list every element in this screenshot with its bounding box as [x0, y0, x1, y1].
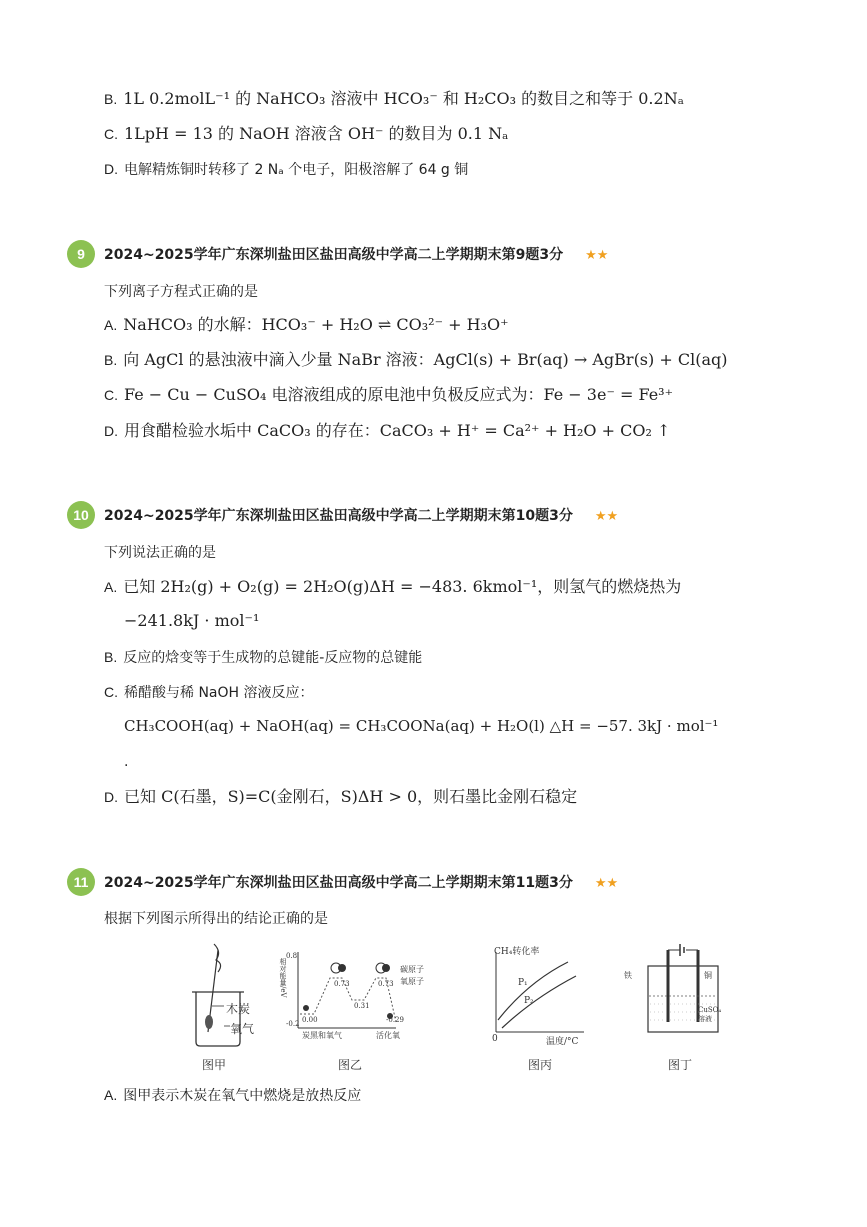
figure-bing-caption: 图丙: [528, 1058, 553, 1072]
figure-jia-caption: 图甲: [202, 1058, 227, 1072]
figure-yi-value: 0.00: [302, 1016, 318, 1024]
figure-jia-flask: [178, 942, 258, 1054]
figure-strip: [178, 942, 738, 1074]
question-title: [104, 505, 618, 528]
figure-yi-xlabel-right: 活化氧: [376, 1031, 400, 1040]
figure-jia-label-bottom: 氧气: [230, 1022, 255, 1036]
figure-jia-label-top: 木炭: [226, 1002, 251, 1016]
question-title: [104, 872, 618, 895]
option-text: 向 AgCl 的悬浊液中滴入少量 NaBr 溶液：AgCl(s) + Br(aq) → AgBr(s) + Cl(aq): [123, 350, 728, 369]
difficulty-stars: ★★: [585, 248, 609, 263]
q9-option-c: [104, 383, 673, 408]
figure-yi-value: -0.29: [386, 1016, 404, 1024]
figure-bing-p1: P₁: [518, 978, 528, 988]
difficulty-stars: ★★: [594, 876, 619, 891]
question-number-badge: 9: [67, 240, 95, 268]
figure-bing-origin: 0: [492, 1034, 498, 1044]
figure-bing-xlabel: 温度/°C: [546, 1037, 579, 1047]
figure-yi-ylabel: 相对能量/eV: [279, 958, 287, 998]
option-letter: C.: [104, 684, 118, 700]
figure-yi-value: 0.73: [334, 980, 350, 988]
q10-option-c-period: .: [124, 754, 129, 770]
figure-yi-xlabel-left: 炭黑和氧气: [302, 1031, 342, 1040]
question-title-text: 2024~2025学年广东深圳盐田区盐田高级中学高二上学期期末第11题3分: [104, 875, 573, 891]
figure-ding-solution: CuSO₄ 溶液: [698, 1006, 722, 1023]
figure-bing-ylabel: CH₄转化率: [494, 947, 540, 957]
option-text: NaHCO₃ 的水解：HCO₃⁻ + H₂O ⇌ CO₃²⁻ + H₃O⁺: [123, 315, 509, 334]
option-text: 已知 C(石墨，S)=C(金刚石，S)ΔH > 0，则石墨比金刚石稳定: [124, 787, 578, 806]
figure-ding-right-electrode: 铜: [704, 971, 712, 980]
option-letter: A.: [104, 579, 118, 595]
figure-ding-left-electrode: 铁: [624, 971, 632, 980]
figure-yi-legend: 氧原子: [400, 977, 424, 986]
question-stem: 根据下列图示所得出的结论正确的是: [104, 911, 328, 927]
q10-option-a-line2: −241.8kJ · mol⁻¹: [124, 611, 260, 630]
figure-ding-caption: 图丁: [668, 1058, 693, 1072]
question-title-text: 2024~2025学年广东深圳盐田区盐田高级中学高二上学期期末第10题3分: [104, 508, 573, 524]
figure-bing-p2: P₂: [524, 996, 534, 1006]
option-letter: B.: [104, 91, 118, 107]
option-text: 图甲表示木炭在氧气中燃烧是放热反应: [123, 1088, 362, 1104]
question-stem: 下列说法正确的是: [104, 545, 216, 561]
q10-option-c-line1: [104, 680, 314, 705]
figure-yi-caption: 图乙: [338, 1058, 363, 1072]
question-number-badge: 11: [67, 868, 95, 896]
q10-option-d: [104, 785, 577, 810]
q8-option-d: [104, 157, 468, 182]
option-text: 稀醋酸与稀 NaOH 溶液反应：: [124, 685, 314, 701]
q10-option-a-line1: [104, 575, 681, 600]
figure-yi-legend: 碳原子: [400, 965, 424, 974]
figure-yi-value: 0.73: [378, 980, 394, 988]
option-text: 1L 0.2molL⁻¹ 的 NaHCO₃ 溶液中 HCO₃⁻ 和 H₂CO₃ 的数目之和等于 0.2Nₐ: [123, 89, 684, 108]
option-letter: C.: [104, 126, 118, 142]
option-text: 用食醋检验水垢中 CaCO₃ 的存在：CaCO₃ + H⁺ = Ca²⁺ + H₂O + CO₂ ↑: [124, 421, 671, 440]
figure-yi-ytick: -0.2: [286, 1020, 300, 1028]
option-text: 电解精炼铜时转移了 2 Nₐ 个电子，阳极溶解了 64 g 铜: [124, 162, 469, 178]
q9-option-a: [104, 313, 509, 338]
figure-yi-value: 0.31: [354, 1002, 370, 1010]
q11-option-a: [104, 1083, 361, 1108]
question-number-badge: 10: [67, 501, 95, 529]
figure-yi-ytick: 0.8: [286, 952, 298, 960]
option-letter: B.: [104, 649, 118, 665]
q10-option-b: [104, 645, 422, 670]
option-letter: C.: [104, 387, 118, 403]
q10-option-c-equation: CH₃COOH(aq) + NaOH(aq) = CH₃COONa(aq) + H₂O(l) △H = −57. 3kJ · mol⁻¹: [124, 717, 719, 735]
question-title: [104, 244, 608, 267]
question-title-text: 2024~2025学年广东深圳盐田区盐田高级中学高二上学期期末第9题3分: [104, 247, 564, 263]
option-letter: D.: [104, 789, 118, 805]
option-text: Fe − Cu − CuSO₄ 电溶液组成的原电池中负极反应式为：Fe − 3e⁻ = Fe³⁺: [124, 385, 674, 404]
option-letter: A.: [104, 1087, 118, 1103]
option-text: 反应的焓变等于生成物的总键能-反应物的总键能: [123, 650, 423, 666]
difficulty-stars: ★★: [594, 509, 619, 524]
figure-ding-cell: [628, 942, 738, 1054]
q8-option-b: [104, 87, 684, 112]
question-stem: 下列离子方程式正确的是: [104, 284, 258, 300]
q9-option-b: [104, 348, 727, 373]
option-text: 1LpH = 13 的 NaOH 溶液含 OH⁻ 的数目为 0.1 Nₐ: [124, 124, 509, 143]
option-letter: A.: [104, 317, 118, 333]
option-letter: B.: [104, 352, 118, 368]
option-text: 已知 2H₂(g) + O₂(g) = 2H₂O(g)ΔH = −483. 6kmol⁻¹，则氢气的燃烧热为: [123, 577, 682, 596]
option-letter: D.: [104, 161, 118, 177]
q9-option-d: [104, 419, 670, 444]
q8-option-c: [104, 122, 508, 147]
option-letter: D.: [104, 423, 118, 439]
